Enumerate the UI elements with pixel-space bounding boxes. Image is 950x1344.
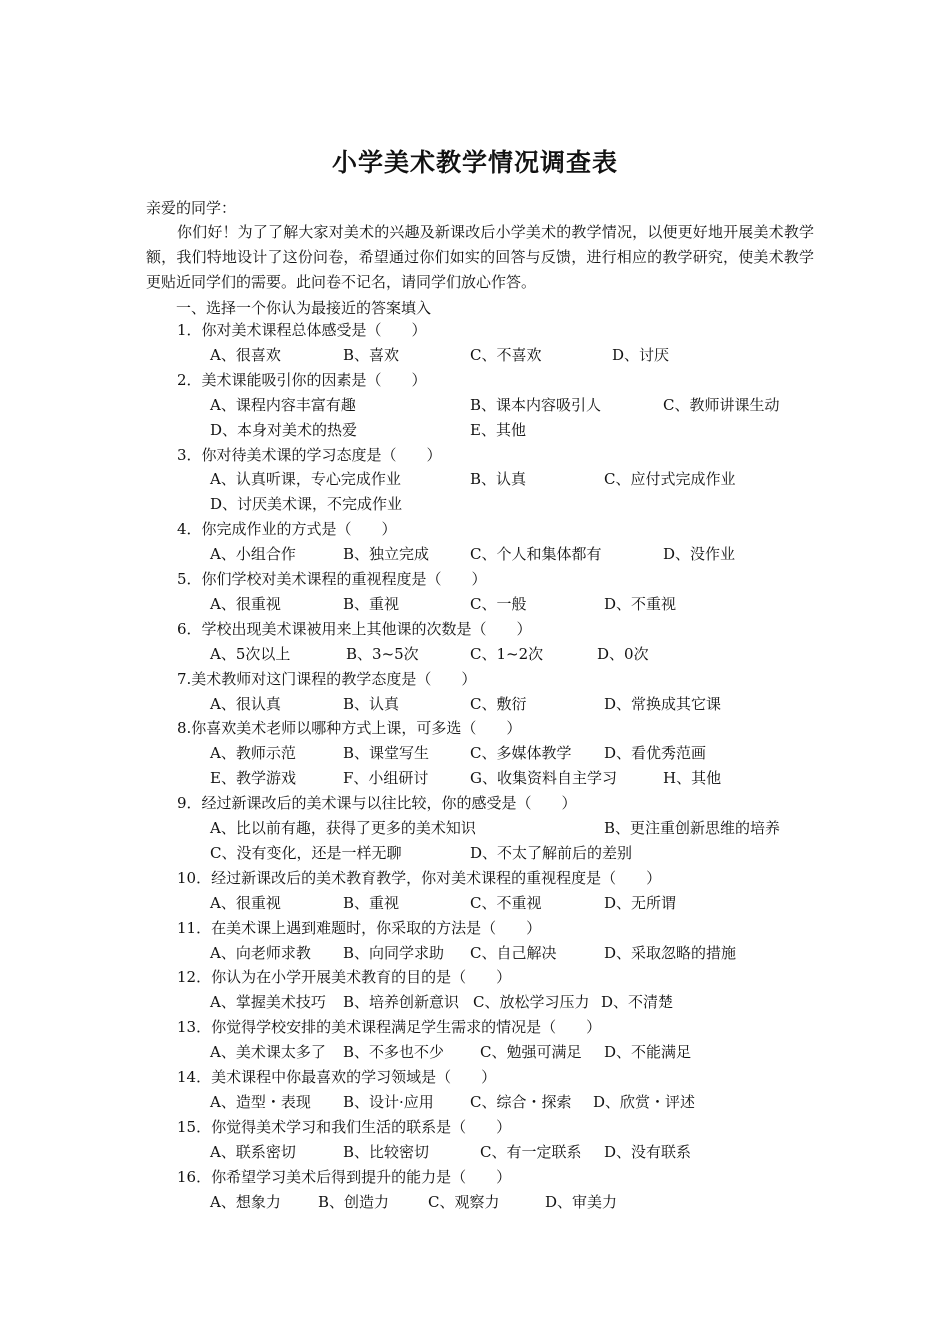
greeting: 亲爱的同学： xyxy=(146,199,237,217)
answer-option[interactable]: D、常换成其它课 xyxy=(604,694,722,713)
question-15: 15．你觉得美术学习和我们生活的联系是（ ） xyxy=(177,1117,512,1136)
section-heading: 一、选择一个你认为最接近的答案填入 xyxy=(176,299,432,317)
question-2: 2．美术课能吸引你的因素是（ ） xyxy=(177,370,427,389)
answer-option[interactable]: A、很重视 xyxy=(210,594,281,613)
answer-option[interactable]: B、比较密切 xyxy=(343,1142,430,1161)
answer-option[interactable]: D、没有联系 xyxy=(604,1142,692,1161)
answer-options xyxy=(0,766,950,790)
answer-option[interactable]: A、很喜欢 xyxy=(210,345,281,364)
answer-option[interactable]: A、造型・表现 xyxy=(210,1092,311,1111)
answer-option[interactable]: G、收集资料自主学习 xyxy=(470,769,617,788)
answer-option[interactable]: D、讨厌美术课，不完成作业 xyxy=(210,495,403,514)
answer-options xyxy=(0,492,950,516)
answer-option[interactable]: C、1~2次 xyxy=(470,644,544,663)
answer-option[interactable]: C、观察力 xyxy=(428,1192,500,1211)
answer-option[interactable]: D、讨厌 xyxy=(612,345,670,364)
answer-option[interactable]: B、3~5次 xyxy=(346,644,419,663)
question-6: 6．学校出现美术课被用来上其他课的次数是（ ） xyxy=(177,619,532,638)
answer-options xyxy=(0,1190,950,1214)
answer-option[interactable]: D、采取忽略的措施 xyxy=(604,943,737,962)
answer-option[interactable]: B、课本内容吸引人 xyxy=(470,395,602,414)
question-5: 5．你们学校对美术课程的重视程度是（ ） xyxy=(177,570,487,588)
question-13: 13．你觉得学校安排的美术课程满足学生需求的情况是（ ） xyxy=(177,1018,602,1037)
answer-option[interactable]: C、个人和集体都有 xyxy=(470,545,602,564)
answer-option[interactable]: B、独立完成 xyxy=(343,545,430,564)
answer-option[interactable]: A、很重视 xyxy=(210,893,281,912)
answer-options xyxy=(0,891,950,915)
answer-option[interactable]: D、0次 xyxy=(597,644,649,663)
answer-option[interactable]: C、教师讲课生动 xyxy=(663,395,780,414)
answer-options xyxy=(0,467,950,491)
answer-options xyxy=(0,1090,950,1114)
answer-options xyxy=(0,343,950,367)
answer-option[interactable]: A、教师示范 xyxy=(210,744,296,763)
answer-option[interactable]: A、比以前有趣，获得了更多的美术知识 xyxy=(210,819,476,837)
answer-option[interactable]: C、不喜欢 xyxy=(470,345,542,364)
answer-option[interactable]: D、不太了解前后的差别 xyxy=(470,843,633,862)
question-12: 12．你认为在小学开展美术教育的目的是（ ） xyxy=(177,968,512,987)
answer-option[interactable]: C、应付式完成作业 xyxy=(604,470,736,489)
answer-option[interactable]: E、教学游戏 xyxy=(210,769,296,788)
answer-options xyxy=(0,841,950,865)
answer-option[interactable]: C、勉强可满足 xyxy=(480,1043,582,1062)
answer-option[interactable]: C、放松学习压力 xyxy=(473,993,590,1012)
intro-paragraph: 你们好！为了了解大家对美术的兴趣及新课改后小学美术的教学情况，以便更好地开展美术教学额，我们特地设计了这份问卷，希望通过你们如实的回答与反馈，进行相应的教学研究，使美术教学更贴近同学们的需要。此问卷不记名，请同学们放心作答。 xyxy=(146,223,814,291)
answer-options xyxy=(0,393,950,417)
answer-option[interactable]: D、审美力 xyxy=(545,1192,618,1211)
answer-option[interactable]: A、课程内容丰富有趣 xyxy=(210,395,356,414)
answer-option[interactable]: C、综合・探索 xyxy=(470,1092,572,1111)
answer-option[interactable]: A、掌握美术技巧 xyxy=(210,993,326,1012)
question-8: 8.你喜欢美术老师以哪种方式上课，可多选（ ） xyxy=(177,719,522,738)
answer-option[interactable]: C、有一定联系 xyxy=(480,1142,582,1161)
answer-option[interactable]: F、小组研讨 xyxy=(343,769,429,788)
answer-option[interactable]: D、没作业 xyxy=(663,545,736,564)
answer-option[interactable]: H、其他 xyxy=(663,769,722,788)
answer-options xyxy=(0,642,950,666)
answer-options xyxy=(0,418,950,442)
answer-option[interactable]: D、不重视 xyxy=(604,594,677,613)
answer-option[interactable]: A、认真听课，专心完成作业 xyxy=(210,470,401,489)
answer-option[interactable]: D、看优秀范画 xyxy=(604,744,707,763)
answer-option[interactable]: E、其他 xyxy=(470,420,526,439)
answer-option[interactable]: D、不清楚 xyxy=(601,993,674,1012)
answer-option[interactable]: B、课堂写生 xyxy=(343,744,430,763)
answer-option[interactable]: A、小组合作 xyxy=(210,545,296,564)
answer-option[interactable]: B、认真 xyxy=(470,470,527,489)
question-1: 1．你对美术课程总体感受是（ ） xyxy=(177,321,427,339)
answer-option[interactable]: B、不多也不少 xyxy=(343,1043,445,1062)
question-4: 4．你完成作业的方式是（ ） xyxy=(177,520,397,539)
answer-option[interactable]: C、一般 xyxy=(470,594,527,613)
answer-option[interactable]: C、敷衍 xyxy=(470,694,527,713)
answer-options xyxy=(0,692,950,716)
answer-option[interactable]: A、美术课太多了 xyxy=(210,1043,326,1062)
answer-options xyxy=(0,592,950,616)
answer-option[interactable]: B、认真 xyxy=(343,694,400,713)
answer-option[interactable]: B、重视 xyxy=(343,893,400,912)
answer-option[interactable]: C、不重视 xyxy=(470,893,542,912)
question-9: 9．经过新课改后的美术课与以往比较，你的感受是（ ） xyxy=(177,794,577,813)
answer-option[interactable]: B、更注重创新思维的培养 xyxy=(604,819,781,837)
answer-option[interactable]: A、向老师求教 xyxy=(210,943,311,962)
answer-options xyxy=(0,990,950,1014)
question-3: 3．你对待美术课的学习态度是（ ） xyxy=(177,445,442,464)
answer-option[interactable]: B、创造力 xyxy=(318,1192,390,1211)
answer-option[interactable]: D、欣赏・评述 xyxy=(593,1092,696,1111)
answer-option[interactable]: C、多媒体教学 xyxy=(470,744,572,763)
answer-option[interactable]: B、喜欢 xyxy=(343,345,400,364)
answer-option[interactable]: A、很认真 xyxy=(210,694,281,713)
answer-option[interactable]: C、没有变化，还是一样无聊 xyxy=(210,843,402,862)
answer-option[interactable]: B、设计·应用 xyxy=(343,1092,434,1111)
answer-option[interactable]: B、培养创新意识 xyxy=(343,993,460,1012)
question-7: 7.美术教师对这门课程的教学态度是（ ） xyxy=(177,669,477,688)
answer-options xyxy=(0,542,950,566)
answer-option[interactable]: C、自己解决 xyxy=(470,943,557,962)
answer-option[interactable]: B、向同学求助 xyxy=(343,943,445,962)
question-16: 16．你希望学习美术后得到提升的能力是（ ） xyxy=(177,1167,512,1186)
question-11: 11．在美术课上遇到难题时，你采取的方法是（ ） xyxy=(177,918,542,937)
answer-options xyxy=(0,941,950,965)
answer-option[interactable]: D、不能满足 xyxy=(604,1043,692,1062)
answer-option[interactable]: A、想象力 xyxy=(210,1192,281,1211)
answer-options xyxy=(0,1140,950,1164)
answer-options xyxy=(0,741,950,765)
answer-options xyxy=(0,1040,950,1064)
answer-option[interactable]: B、重视 xyxy=(343,594,400,613)
question-14: 14．美术课程中你最喜欢的学习领域是（ ） xyxy=(177,1068,497,1086)
answer-options xyxy=(0,816,950,840)
answer-option[interactable]: D、无所谓 xyxy=(604,893,677,912)
page-title: 小学美术教学情况调查表 xyxy=(331,148,618,177)
answer-option[interactable]: A、5次以上 xyxy=(210,644,291,663)
question-10: 10．经过新课改后的美术教育教学，你对美术课程的重视程度是（ ） xyxy=(177,868,662,887)
answer-option[interactable]: D、本身对美术的热爱 xyxy=(210,420,358,439)
answer-option[interactable]: A、联系密切 xyxy=(210,1142,296,1161)
